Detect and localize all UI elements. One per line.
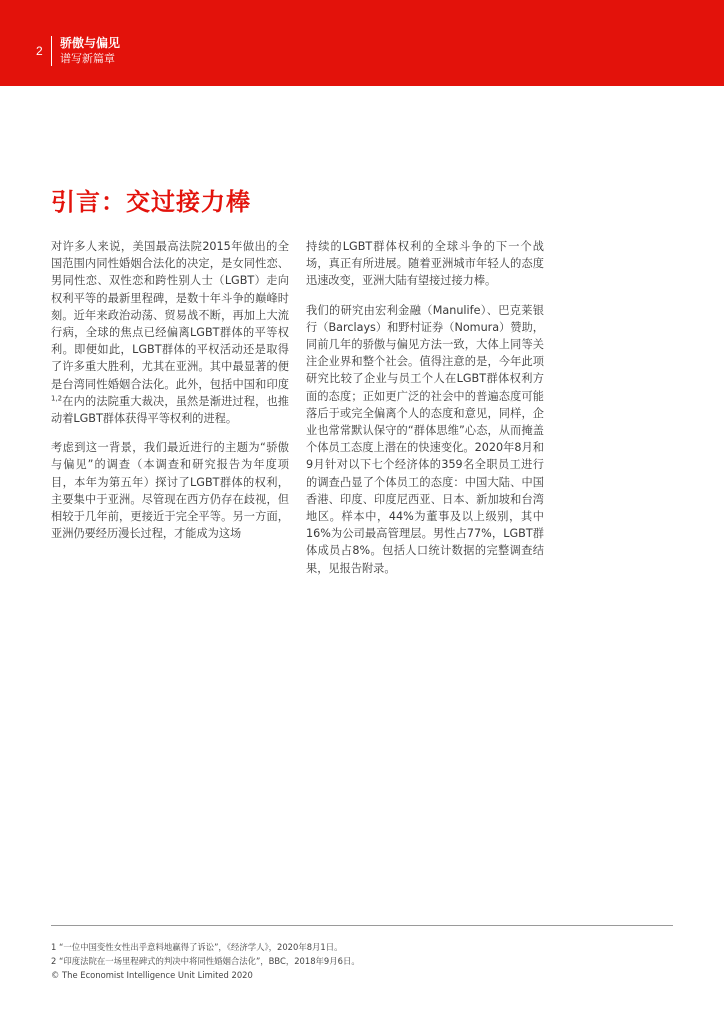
footnote-divider: [51, 925, 673, 926]
footnote-2: 2 “印度法院在一场里程碑式的判决中将同性婚姻合法化”，BBC，2018年9月6日。: [51, 956, 360, 966]
left-column: [51, 238, 289, 554]
copyright-notice: © The Economist Intelligence Unit Limited 2020: [51, 970, 253, 980]
section-title: 引言：交过接力棒: [51, 188, 251, 216]
report-title: 骄傲与偏见: [60, 36, 121, 50]
body-paragraph: 考虑到这一背景，我们最近进行的主题为“骄傲与偏见”的调查（本调查和研究报告为年度项目，本年为第五年）探讨了LGBT群体的权利，主要集中于亚洲。尽管现在西方仍存在歧视，但相较于几年前，更接近于完全平等。另一方面，亚洲仍要经历漫长过程，才能成为这场: [51, 441, 289, 541]
body-paragraph: 持续的LGBT群体权利的全球斗争的下一个战场，真正有所进展。随着亚洲城市年轻人的态度迅速改变，亚洲大陆有望接过接力棒。: [306, 240, 544, 288]
footnotes: [51, 940, 673, 982]
body-paragraph: [51, 238, 289, 427]
footnote-reference: 1,2: [51, 394, 63, 403]
report-subtitle: 谱写新篇章: [60, 52, 115, 65]
body-paragraph: 我们的研究由宏利金融（Manulife）、巴克莱银行（Barclays）和野村证券（Nomura）赞助，同前几年的骄傲与偏见方法一致，大体上同等关注企业界和整个社会。值得注意的是，今年此项研究比较了企业与员工个人在LGBT群体权利方面的态度；正如更广泛的社会中的普遍态度可能落后于或完全偏离个人的态度和意见，同样，企业也常常默认保守的“群体思维”心态，从而掩盖个体员工态度上潜在的快速变化。2020年8月和9月针对以下七个经济体的359名全职员工进行的调查凸显了个体员工的态度：中国大陆、中国香港、印度、印度尼西亚、日本、新加坡和台湾地区。样本中，44%为董事及以上级别，其中16%为公司最高管理层。男性占77%，LGBT群体成员占8%。包括人口统计数据的完整调查结果，见报告附录。: [306, 303, 544, 575]
paragraph-text: 在内的法院重大裁决，虽然是渐进过程，也推动着LGBT群体获得平等权利的进程。: [51, 394, 289, 426]
page-number: 2: [36, 44, 43, 58]
right-column: [306, 238, 544, 589]
footnote-1: 1 “一位中国变性女性出乎意料地赢得了诉讼”，《经济学人》，2020年8月1日。: [51, 942, 343, 952]
header-band: [0, 0, 724, 86]
header-divider: [51, 36, 52, 66]
paragraph-text: 对许多人来说，美国最高法院2015年做出的全国范围内同性婚姻合法化的决定，是女同性恋、男同性恋、双性恋和跨性别人士（LGBT）走向权利平等的最新里程碑，是数十年斗争的巅峰时刻。近年来政治动荡、贸易战不断，再加上大流行病，全球的焦点已经偏离LGBT群体的平等权利。即便如此，LGBT群体的平权活动还是取得了许多重大胜利，尤其在亚洲。其中最显著的便是台湾同性婚姻合法化。此外，包括中国和印度: [51, 240, 289, 391]
